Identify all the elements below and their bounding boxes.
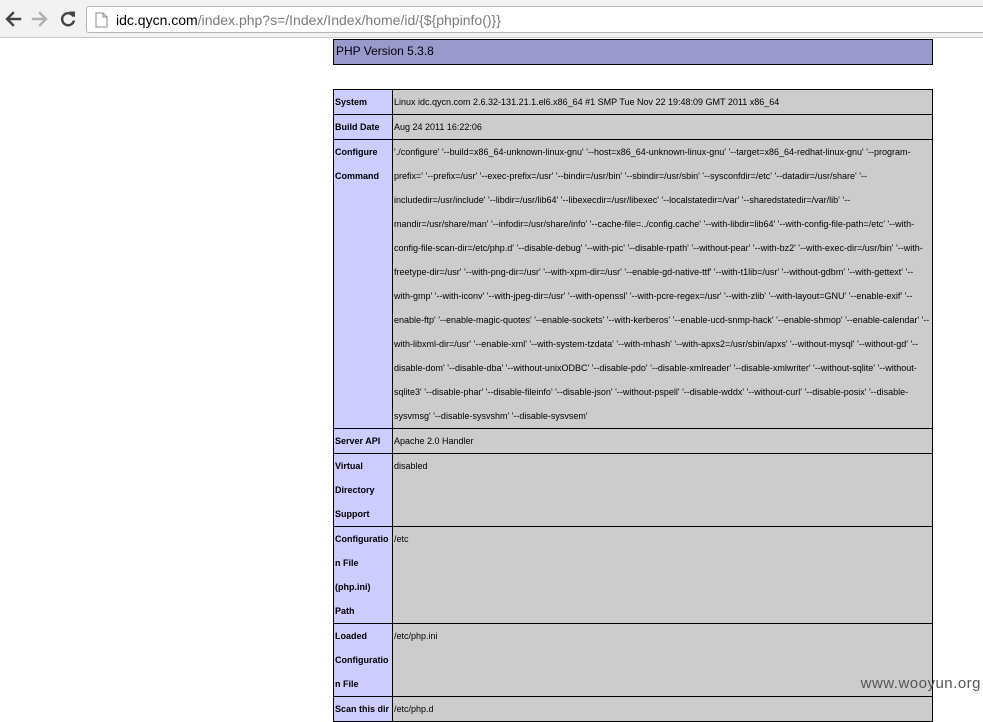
watermark: www.wooyun.org — [861, 675, 981, 692]
row-value: disabled — [393, 454, 933, 527]
table-row — [334, 115, 933, 140]
back-button[interactable] — [2, 8, 24, 30]
url-path: /index.php?s=/Index/Index/home/id/{${phpinfo()}} — [198, 12, 501, 28]
row-key: Scan this dir — [334, 697, 393, 722]
row-key: Virtual Directory Support — [334, 454, 393, 527]
table-row — [334, 90, 933, 115]
row-key: Server API — [334, 429, 393, 454]
arrow-left-icon — [4, 10, 22, 28]
row-key: Configuration File (php.ini) Path — [334, 527, 393, 624]
document-icon — [95, 12, 108, 28]
row-value: Aug 24 2011 16:22:06 — [393, 115, 933, 140]
table-row — [334, 140, 933, 429]
version-header — [333, 39, 933, 65]
table-row — [334, 697, 933, 722]
table-row — [334, 454, 933, 527]
url-host: idc.qycn.com — [116, 12, 198, 28]
reload-icon — [59, 10, 77, 28]
url-text[interactable] — [116, 11, 501, 29]
row-value: './configure' '--build=x86_64-unknown-linux-gnu' '--host=x86_64-unknown-linux-gnu' '--target=x86_64-redhat-linux-gnu' '--program-prefix=' '--prefix=/usr' '--exec-prefix=/usr' '--bindir=/usr/bin' '--sbindir=/usr/sbin' '--sysconfdir=/etc' '--datadir=/usr/share' '--includedir=/usr/include' '--libdir=/usr/lib64' '--libexecdir=/usr/libexec' '--localstatedir=/var' '--sharedstatedir=/var/lib' '--mandir=/usr/share/man' '--infodir=/usr/share/info' '--cache-file=../config.cache' '--with-libdir=lib64' '--with-config-file-path=/etc' '--with-config-file-scan-dir=/etc/php.d' '--disable-debug' '--with-pic' '--disable-rpath' '--without-pear' '--with-bz2' '--with-exec-dir=/usr/bin' '--with-freetype-dir=/usr' '--with-png-dir=/usr' '--with-xpm-dir=/usr' '--enable-gd-native-ttf' '--with-t1lib=/usr' '--without-gdbm' '--with-gettext' '--with-gmp' '--with-iconv' '--with-jpeg-dir=/usr' '--with-openssl' '--with-pcre-regex=/usr' '--with-zlib' '--with-layout=GNU' '--enable-exif' '--enable-ftp' '--enable-magic-quotes' '--enable-sockets' '--with-kerberos' '--enable-ucd-snmp-hack' '--enable-shmop' '--enable-calendar' '--with-libxml-dir=/usr' '--enable-xml' '--with-system-tzdata' '--with-mhash' '--with-apxs2=/usr/sbin/apxs' '--without-mysql' '--without-gd' '--disable-dom' '--disable-dba' '--without-unixODBC' '--disable-pdo' '--disable-xmlreader' '--disable-xmlwriter' '--without-sqlite' '--without-sqlite3' '--disable-phar' '--disable-fileinfo' '--disable-json' '--without-pspell' '--disable-wddx' '--without-curl' '--disable-posix' '--disable-sysvmsg' '--disable-sysvshm' '--disable-sysvsem' — [393, 140, 933, 429]
row-key: Loaded Configuration File — [334, 624, 393, 697]
forward-button[interactable] — [29, 8, 51, 30]
row-key: System — [334, 90, 393, 115]
table-row — [334, 624, 933, 697]
page-title: PHP Version 5.3.8 — [336, 44, 434, 58]
phpinfo-table — [333, 89, 933, 722]
arrow-right-icon — [31, 10, 49, 28]
row-value: Apache 2.0 Handler — [393, 429, 933, 454]
reload-button[interactable] — [57, 8, 79, 30]
row-value: /etc — [393, 527, 933, 624]
table-row — [334, 527, 933, 624]
browser-toolbar — [0, 0, 983, 38]
row-key: Configure Command — [334, 140, 393, 429]
address-bar[interactable] — [86, 6, 983, 33]
row-value: /etc/php.d — [393, 697, 933, 722]
row-value: /etc/php.ini — [393, 624, 933, 697]
row-value: Linux idc.qycn.com 2.6.32-131.21.1.el6.x86_64 #1 SMP Tue Nov 22 19:48:09 GMT 2011 x86_64 — [393, 90, 933, 115]
table-row — [334, 429, 933, 454]
row-key: Build Date — [334, 115, 393, 140]
